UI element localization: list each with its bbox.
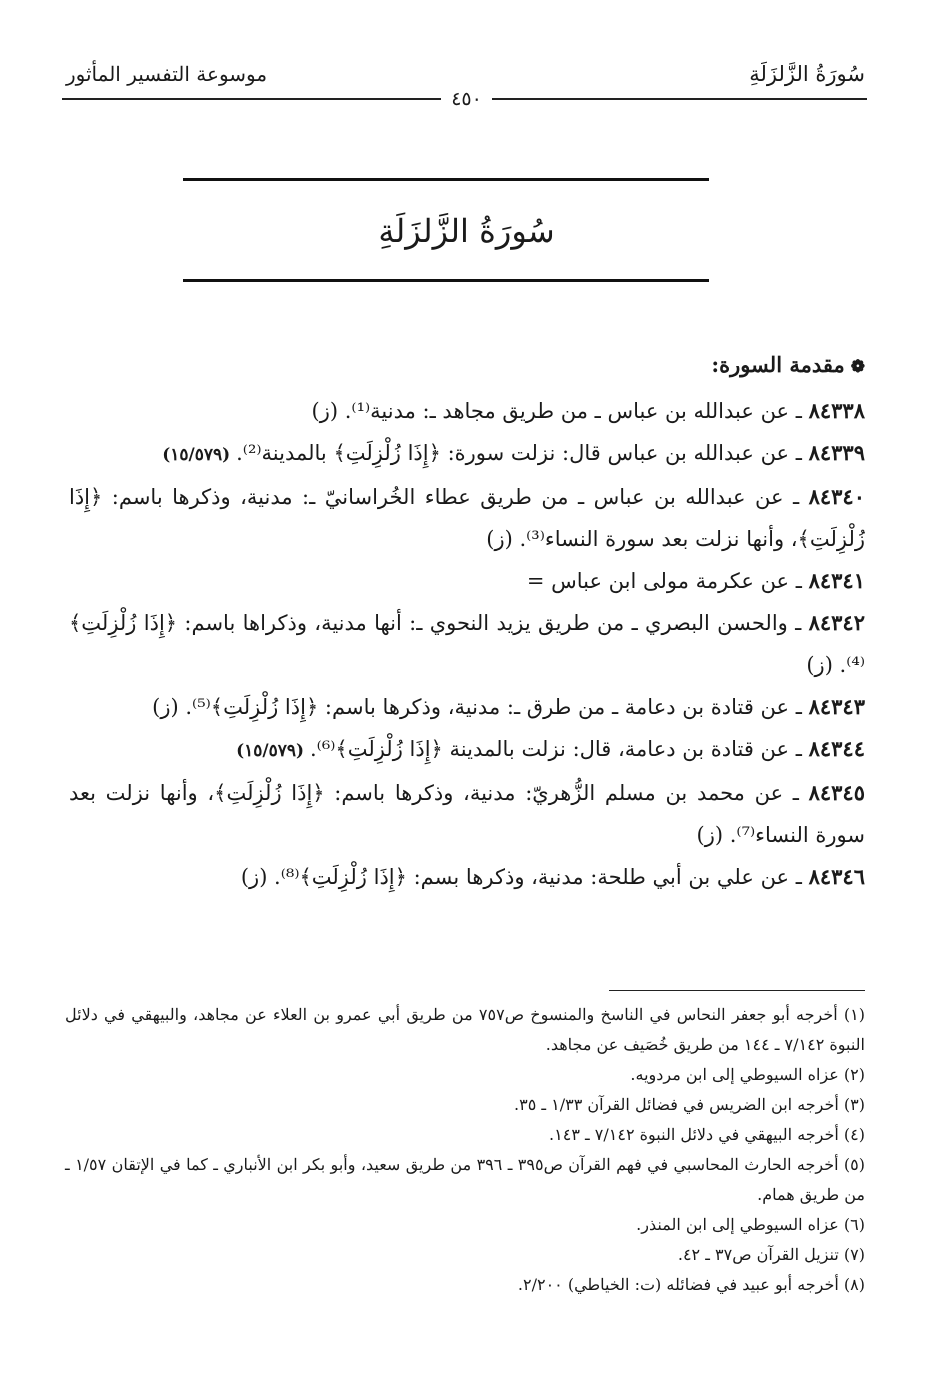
narration-entry xyxy=(69,728,865,772)
narration-entry xyxy=(69,390,865,432)
page-number-wrap xyxy=(0,88,933,110)
entry-number: ٨٤٣٤٢ xyxy=(808,610,865,635)
main-text xyxy=(69,344,865,898)
footnote: (٣) أخرجه ابن الضريس في فضائل القرآن ١/٣٣ ـ ٣٥. xyxy=(514,1095,865,1114)
page-number: ٤٥٠ xyxy=(441,88,492,110)
entry-text: ـ عن عبدالله بن عباس قال: نزلت سورة: ﴿إِذَا زُلْزِلَتِ﴾ بالمدينة⁽²⁾. xyxy=(236,441,809,465)
title-rule-top xyxy=(183,178,709,181)
narration-entry xyxy=(69,686,865,728)
narration-entry xyxy=(69,560,865,602)
footnote: (٨) أخرجه أبو عبيد في فضائله (ت: الخياطي) ٢/٢٠٠. xyxy=(517,1275,865,1294)
entry-number: ٨٤٣٤٤ xyxy=(808,736,865,761)
running-header-book-title: موسوعة التفسير المأثور xyxy=(66,62,268,86)
title-rule-bottom xyxy=(183,279,709,282)
entry-number: ٨٤٣٤٣ xyxy=(808,694,865,719)
entry-text: ـ عن عبدالله بن عباس ـ من طريق مجاهد ـ: مدنية⁽¹⁾. (ز) xyxy=(311,399,809,423)
entry-number: ٨٤٣٤١ xyxy=(808,568,865,593)
footnote: (١) أخرجه أبو جعفر النحاس في الناسخ والمنسوخ ص٧٥٧ من طريق أبي عمرو بن العلاء عن مجاهد، والبيهقي في دلائل النبوة ٧/١٤٢ ـ ١٤٤ من طريق خُصَيف عن مجاهد. xyxy=(65,1005,865,1054)
surah-title: سُورَةُ الزَّلزَلَةِ xyxy=(378,212,555,250)
entry-text: ـ عن علي بن أبي طلحة: مدنية، وذكرها بسم: ﴿إِذَا زُلْزِلَتِ﴾⁽⁸⁾. (ز) xyxy=(240,865,809,889)
footnote-rule xyxy=(609,990,865,991)
entry-number: ٨٤٣٣٨ xyxy=(808,398,865,423)
entry-text: ـ عن قتادة بن دعامة ـ من طرق ـ: مدنية، وذكرها باسم: ﴿إِذَا زُلْزِلَتِ﴾⁽⁵⁾. (ز) xyxy=(152,695,809,719)
entry-source-ref: (١٥/٥٧٩) xyxy=(162,445,237,465)
flower-ornament-icon: ❁ xyxy=(850,357,865,377)
entry-number: ٨٤٣٣٩ xyxy=(808,440,865,465)
entry-text: ـ عن عكرمة مولى ابن عباس = xyxy=(526,569,809,593)
footnote: (٤) أخرجه البيهقي في دلائل النبوة ٧/١٤٢ ـ ١٤٣. xyxy=(549,1125,865,1144)
entry-number: ٨٤٣٤٥ xyxy=(808,780,865,805)
section-heading: ❁مقدمة السورة: xyxy=(711,352,865,377)
running-header-surah: سُورَةُ الزَّلزَلَةِ xyxy=(749,62,865,86)
footnote: (٢) عزاه السيوطي إلى ابن مردويه. xyxy=(630,1065,865,1084)
narration-entry xyxy=(69,432,865,476)
entry-source-ref: (١٥/٥٧٩) xyxy=(236,741,310,761)
entry-number: ٨٤٣٤٠ xyxy=(808,484,865,509)
narration-entry xyxy=(69,772,865,856)
footnotes xyxy=(65,1000,865,1300)
footnote: (٦) عزاه السيوطي إلى ابن المنذر. xyxy=(636,1215,865,1234)
entries-list xyxy=(69,390,865,898)
narration-entry xyxy=(69,476,865,560)
narration-entry xyxy=(69,602,865,686)
entry-number: ٨٤٣٤٦ xyxy=(808,864,865,889)
entry-text: ـ والحسن البصري ـ من طريق يزيد النحوي ـ: أنها مدنية، وذكراها باسم: ﴿إِذَا زُلْزِلَتِ﴾⁽⁴⁾. (ز) xyxy=(69,611,865,677)
entry-text: ـ عن قتادة بن دعامة، قال: نزلت بالمدينة ﴿إِذَا زُلْزِلَتِ﴾⁽⁶⁾. xyxy=(309,737,809,761)
footnote: (٧) تنزيل القرآن ص٣٧ ـ ٤٢. xyxy=(677,1245,865,1264)
entry-text: ـ عن عبدالله بن عباس ـ من طريق عطاء الخُراسانيّ ـ: مدنية، وذكرها باسم: ﴿إِذَا زُلْزِلَتِ﴾، وأنها نزلت بعد سورة النساء⁽³⁾. (ز) xyxy=(69,485,865,551)
footnote: (٥) أخرجه الحارث المحاسبي في فهم القرآن ص٣٩٥ ـ ٣٩٦ من طريق سعيد، وأبو بكر ابن الأنباري ـ كما في الإتقان ١/٥٧ ـ من طريق همام. xyxy=(65,1155,865,1204)
entry-text: ـ عن محمد بن مسلم الزُّهريّ: مدنية، وذكرها باسم: ﴿إِذَا زُلْزِلَتِ﴾، وأنها نزلت بعد سورة النساء⁽⁷⁾. (ز) xyxy=(69,781,865,847)
narration-entry xyxy=(69,856,865,898)
